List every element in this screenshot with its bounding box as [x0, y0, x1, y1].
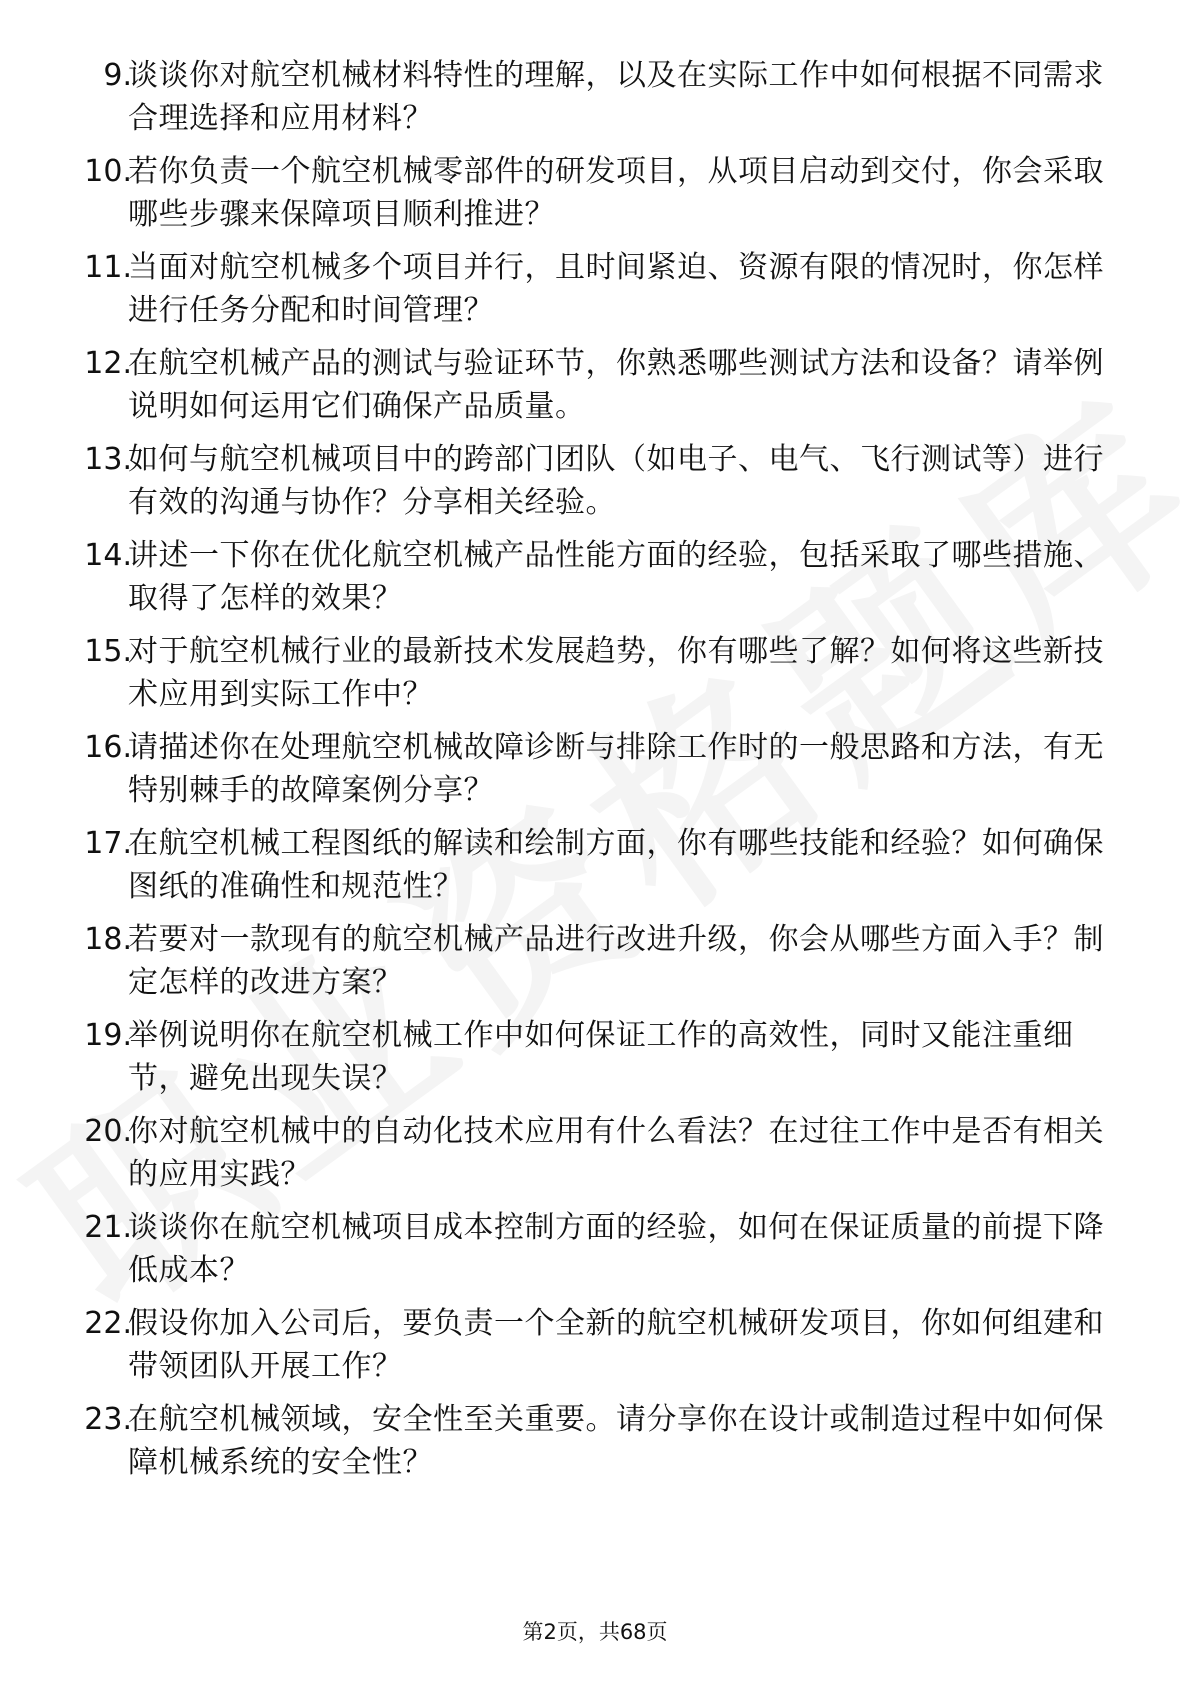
question-item	[0, 1206, 1190, 1302]
question-text: 谈谈你对航空机械材料特性的理解，以及在实际工作中如何根据不同需求合理选择和应用材料？	[128, 58, 1104, 136]
question-item	[0, 822, 1190, 918]
question-text: 请描述你在处理航空机械故障诊断与排除工作时的一般思路和方法，有无特别棘手的故障案例分享？	[128, 730, 1104, 808]
question-item	[0, 1302, 1190, 1398]
question-number: 23.	[84, 1402, 132, 1437]
question-number: 19.	[84, 1018, 132, 1053]
question-text: 假设你加入公司后，要负责一个全新的航空机械研发项目，你如何组建和带领团队开展工作？	[128, 1306, 1104, 1384]
question-text: 举例说明你在航空机械工作中如何保证工作的高效性，同时又能注重细节，避免出现失误？	[128, 1018, 1074, 1096]
question-number: 9.	[103, 58, 132, 93]
question-item	[0, 1110, 1190, 1206]
question-text: 若你负责一个航空机械零部件的研发项目，从项目启动到交付，你会采取哪些步骤来保障项目顺利推进？	[128, 154, 1104, 232]
question-text: 在航空机械产品的测试与验证环节，你熟悉哪些测试方法和设备？请举例说明如何运用它们确保产品质量。	[128, 346, 1104, 424]
question-item	[0, 630, 1190, 726]
question-item	[0, 246, 1190, 342]
question-text: 如何与航空机械项目中的跨部门团队（如电子、电气、飞行测试等）进行有效的沟通与协作？分享相关经验。	[128, 442, 1104, 520]
question-text: 若要对一款现有的航空机械产品进行改进升级，你会从哪些方面入手？制定怎样的改进方案？	[128, 922, 1104, 1000]
question-item	[0, 534, 1190, 630]
question-number: 13.	[84, 442, 132, 477]
question-item	[0, 918, 1190, 1014]
question-number: 10.	[84, 154, 132, 189]
question-number: 11.	[84, 250, 132, 285]
question-text: 你对航空机械中的自动化技术应用有什么看法？在过往工作中是否有相关的应用实践？	[128, 1114, 1104, 1192]
question-number: 17.	[84, 826, 132, 861]
question-text: 在航空机械工程图纸的解读和绘制方面，你有哪些技能和经验？如何确保图纸的准确性和规范性？	[128, 826, 1104, 904]
question-number: 15.	[84, 634, 132, 669]
question-number: 12.	[84, 346, 132, 381]
question-item	[0, 1014, 1190, 1110]
question-item	[0, 726, 1190, 822]
question-item	[0, 150, 1190, 246]
question-number: 16.	[84, 730, 132, 765]
question-text: 讲述一下你在优化航空机械产品性能方面的经验，包括采取了哪些措施、取得了怎样的效果？	[128, 538, 1104, 616]
question-number: 18.	[84, 922, 132, 957]
page-footer: 第2页，共68页	[522, 1620, 668, 1644]
question-text: 谈谈你在航空机械项目成本控制方面的经验，如何在保证质量的前提下降低成本？	[128, 1210, 1104, 1288]
question-text: 当面对航空机械多个项目并行，且时间紧迫、资源有限的情况时，你怎样进行任务分配和时间管理？	[128, 250, 1104, 328]
question-number: 20.	[84, 1114, 132, 1149]
question-item	[0, 1398, 1190, 1494]
question-text: 对于航空机械行业的最新技术发展趋势，你有哪些了解？如何将这些新技术应用到实际工作中？	[128, 634, 1104, 712]
question-text: 在航空机械领域，安全性至关重要。请分享你在设计或制造过程中如何保障机械系统的安全性？	[128, 1402, 1104, 1480]
question-number: 14.	[84, 538, 132, 573]
question-item	[0, 342, 1190, 438]
question-list	[0, 54, 1190, 1494]
question-item	[0, 438, 1190, 534]
question-number: 21.	[84, 1210, 132, 1245]
question-item	[0, 54, 1190, 150]
question-number: 22.	[84, 1306, 132, 1341]
